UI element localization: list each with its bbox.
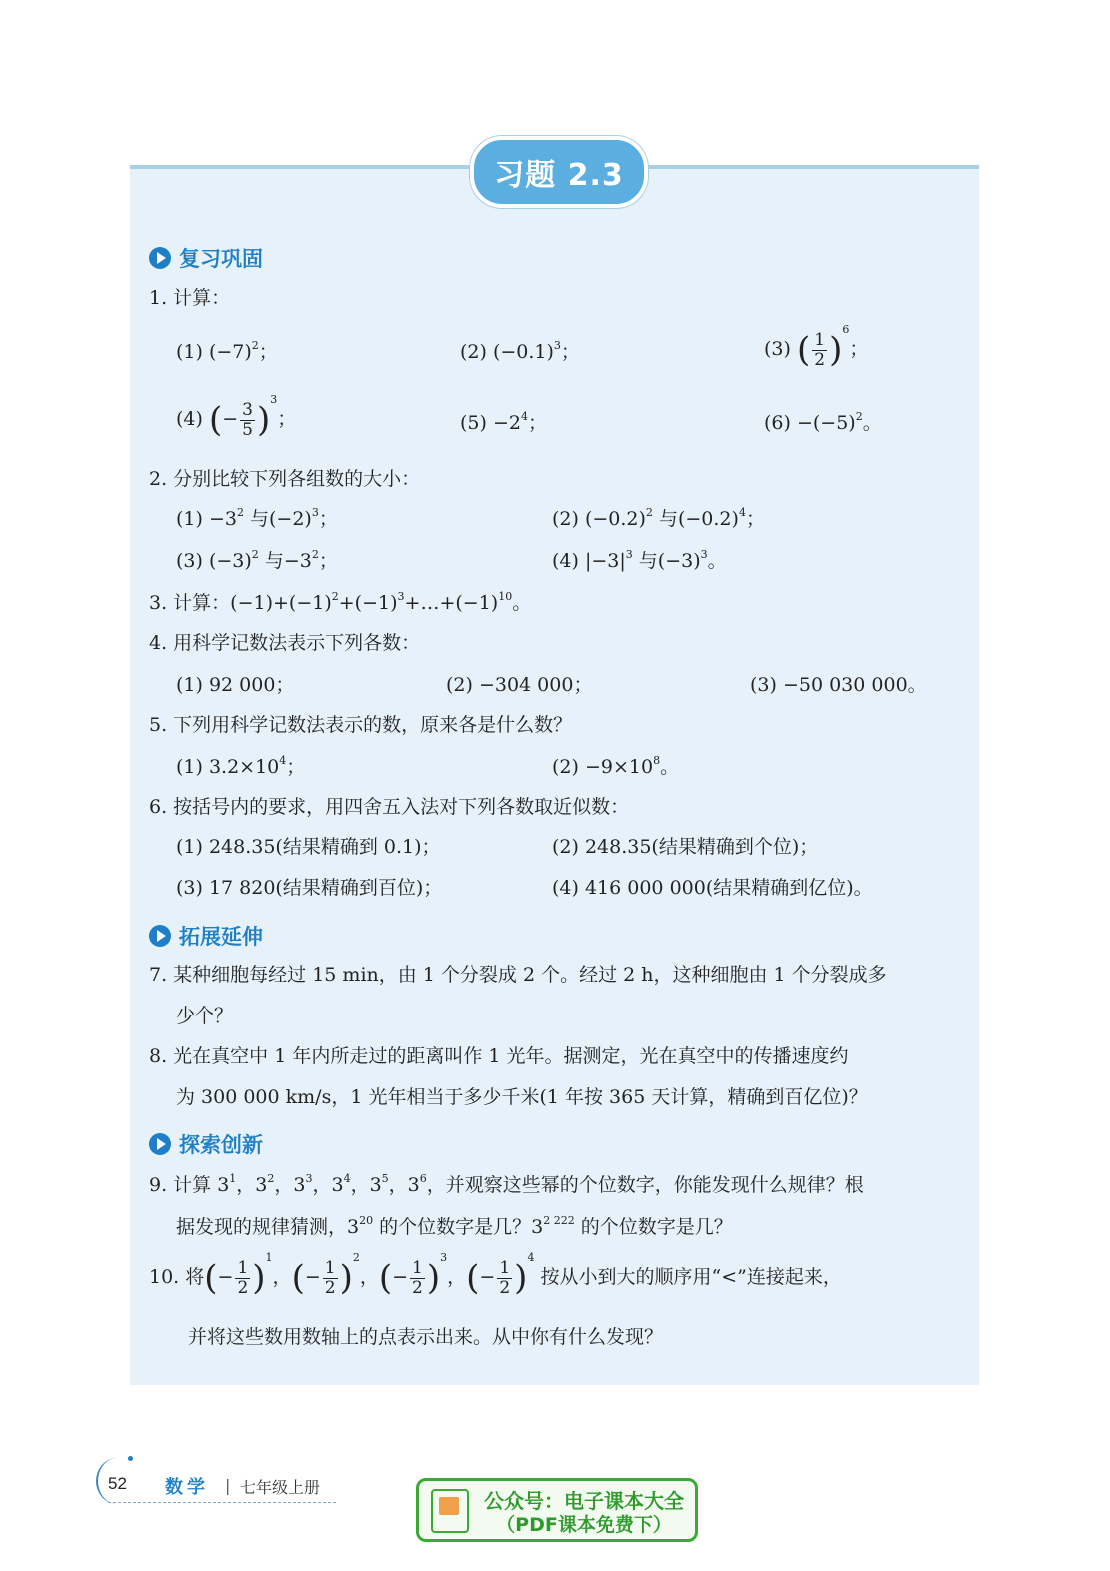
footer-separator: | [225, 1476, 231, 1495]
book-subject: 数学 [165, 1477, 209, 1498]
page-title: 习题 2.3 [470, 136, 648, 208]
q9-line-1: 9. 计算 $3^1$，$3^2$，$3^3$，$3^4$，$3^5$，$3^6$，并观察这些幂的个位数字，你能发现什么规律？根 [149, 1172, 864, 1196]
fraction: $\frac{1}{2}$ [499, 1257, 511, 1298]
fraction: $\frac{1}{2}$ [237, 1257, 249, 1298]
q4-item-3: (3) −50 030 000。 [750, 674, 927, 696]
q6-item-4: (4) 416 000 000(结果精确到亿位)。 [552, 877, 873, 899]
play-icon [149, 247, 171, 269]
watermark-line-1: 公众号：电子课本大全 [484, 1489, 684, 1513]
book-icon [431, 1489, 469, 1533]
q9-line-2: 据发现的规律猜测，$3^{20}$ 的个位数字是几？$3^{2 222}$ 的个位数字是几？ [176, 1214, 733, 1238]
section-explore [149, 1129, 263, 1159]
footer-divider [108, 1502, 336, 1503]
section-review-label: 复习巩固 [179, 247, 263, 271]
q10-line-1: 10. 将(− $\frac{1}{2}$ )$^1$，(− $\frac{1}{2}$ )$^2$，(− $\frac{1}{2}$ )$^3$，(− $\frac{1}{2}$ )$^4$ 按从小到大的顺序用“<”连接起来， [149, 1251, 842, 1298]
q1-item-4: (4) (− $\frac{3}{5}$ )$^3$； [176, 393, 297, 440]
q4-item-2: (2) −304 000； [446, 674, 593, 696]
q8-line-2: 为 300 000 km/s，1 光年相当于多少千米(1 年按 365 天计算，精确到百亿位)？ [176, 1086, 868, 1108]
play-icon [149, 925, 171, 947]
q2-stem: 2. 分别比较下列各组数的大小： [149, 468, 421, 490]
q4-item-1: (1) 92 000； [176, 674, 295, 696]
play-icon [149, 1133, 171, 1155]
fraction: $\frac{1}{2}$ [412, 1257, 423, 1298]
q6-item-2: (2) 248.35(结果精确到个位)； [552, 836, 819, 858]
q4-stem: 4. 用科学记数法表示下列各数： [149, 632, 421, 654]
q5-item-1: (1) $3.2\times 10^4$； [176, 754, 306, 778]
watermark-line-2: （PDF课本免费下） [496, 1514, 672, 1536]
q2-item-2: (2) $(-0.2)^2$ 与$(-0.2)^4$； [552, 506, 765, 530]
q7-line-2: 少个？ [176, 1005, 234, 1027]
q1-item-1: (1) $(-7)^2$； [176, 339, 278, 363]
page-number-dot [128, 1456, 133, 1461]
q2-item-3: (3) $(-3)^2$ 与$-3^2$； [176, 548, 338, 572]
q3-text: 3. 计算：$(-1)+(-1)^2+(-1)^3+\dots+(-1)^{10}$。 [149, 590, 532, 614]
watermark-badge [416, 1478, 698, 1542]
section-explore-label: 探索创新 [179, 1133, 263, 1157]
q7-line-1: 7. 某种细胞每经过 15 min，由 1 个分裂成 2 个。经过 2 h，这种细胞由 1 个分裂成多 [149, 964, 887, 986]
section-extend-label: 拓展延伸 [179, 925, 263, 949]
q2-item-1: $(1) -3^2$ 与$(-2)^3$； [176, 506, 338, 530]
fraction: $\frac{1}{2}$ [324, 1257, 336, 1298]
q1-item-6: $(6) -(-5)^2$。 [764, 410, 882, 434]
section-extend [149, 921, 263, 951]
q1-item-2: (2) $(-0.1)^3$； [460, 339, 580, 363]
q1-stem: 1. 计算： [149, 287, 231, 309]
q5-stem: 5. 下列用科学记数法表示的数，原来各是什么数？ [149, 714, 573, 736]
book-grade: 七年级上册 [240, 1478, 321, 1497]
q5-item-2: $(2) -9\times 10^8$。 [552, 754, 680, 778]
q1-item-5: $(5) -2^4$； [460, 410, 547, 434]
q8-line-1: 8. 光在真空中 1 年内所走过的距离叫作 1 光年。据测定，光在真空中的传播速度约 [149, 1045, 849, 1067]
q2-item-4: (4) $|-3|^3$ 与$(-3)^3$。 [552, 548, 727, 572]
fraction: $\frac{3}{5}$ [242, 399, 253, 440]
q1-item-3: (3) ( $\frac{1}{2}$ )$^6$； [764, 323, 869, 370]
q6-item-3: (3) 17 820(结果精确到百位)； [176, 877, 443, 899]
page-number: 52 [108, 1474, 127, 1493]
q10-line-2: 并将这些数用数轴上的点表示出来。从中你有什么发现？ [188, 1326, 664, 1348]
fraction: $\frac{1}{2}$ [814, 329, 826, 370]
q6-stem: 6. 按括号内的要求，用四舍五入法对下列各数取近似数： [149, 796, 630, 818]
section-review [149, 243, 263, 273]
q6-item-1: (1) 248.35(结果精确到 0.1)； [176, 836, 441, 858]
